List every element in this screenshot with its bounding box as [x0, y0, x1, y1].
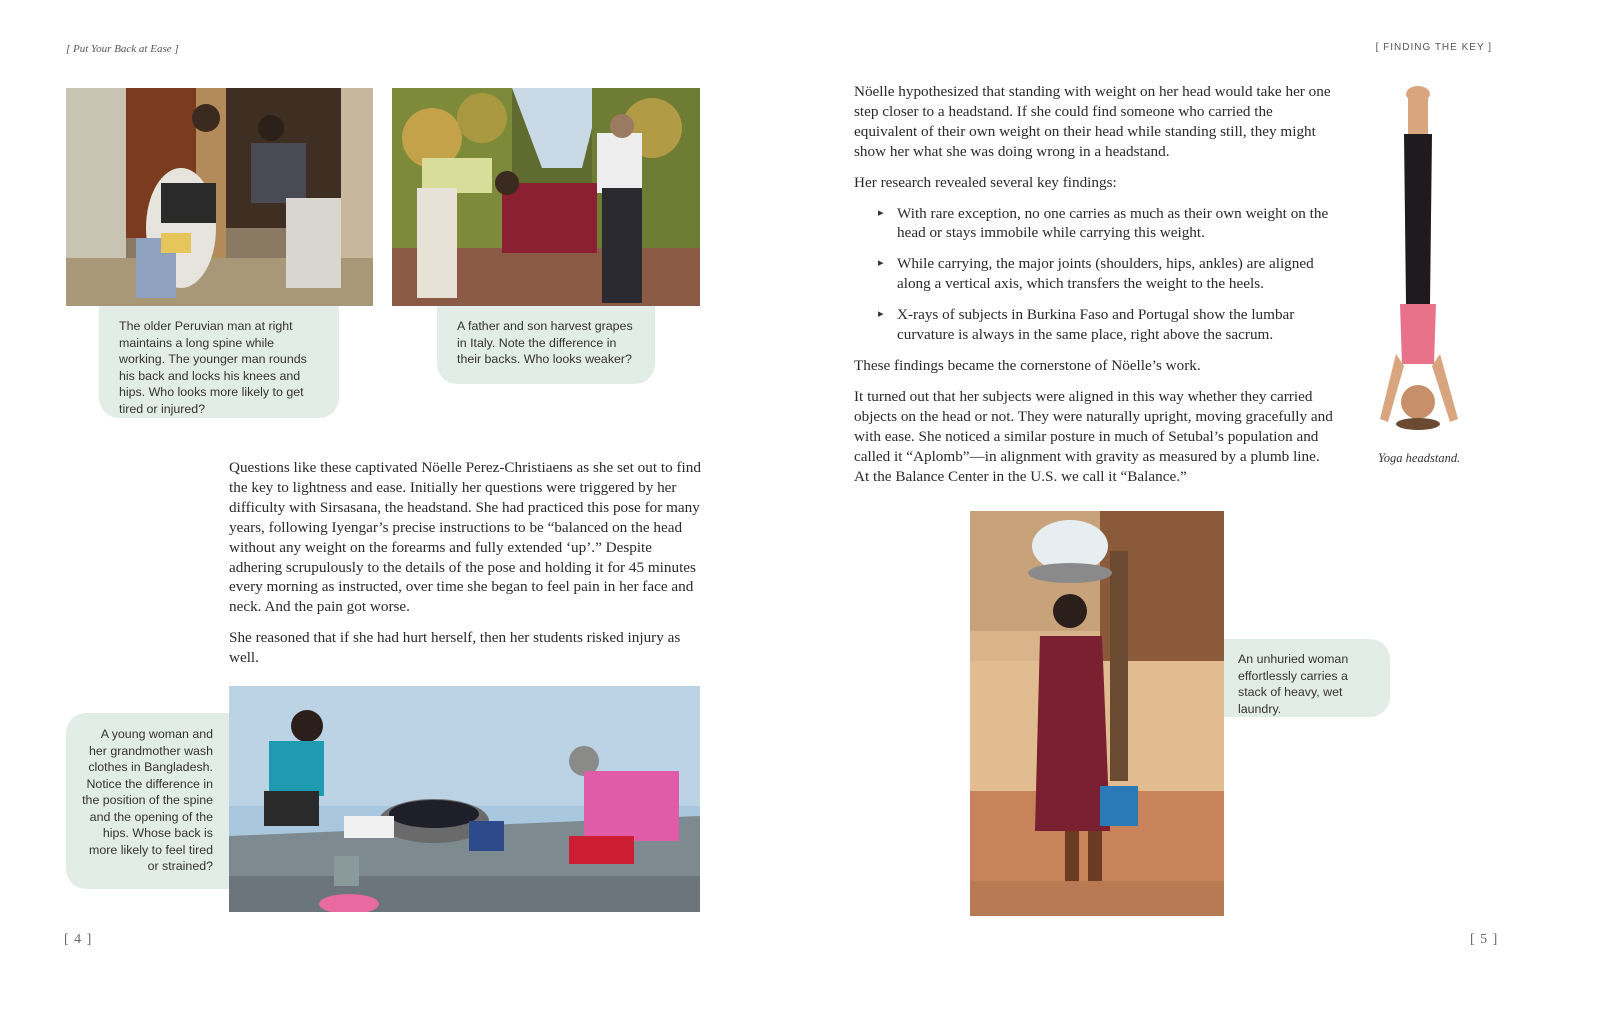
caption-grape-harvest: [437, 306, 655, 384]
left-body-text: [229, 458, 701, 679]
caption-washing-clothes: [66, 713, 229, 889]
paragraph: Her research revealed several key findings:: [854, 173, 1117, 191]
paragraph: Nöelle hypothesized that standing with weight on her head would take her one step closer to a headstand. If she could find someone who carried the equivalent of their own weight on their head while standing still, they might show her what she was doing wrong in a headstand.: [854, 83, 1331, 160]
folio-right: [ 5 ]: [1470, 932, 1499, 947]
photo-yoga-headstand: [1374, 84, 1466, 436]
caption-woman-carrying-laundry: [1224, 639, 1390, 717]
photo-washing-clothes: [229, 686, 700, 912]
running-head-left: [ Put Your Back at Ease ]: [66, 43, 179, 55]
folio-left: [ 4 ]: [64, 932, 93, 947]
caption-peruvian-workers: [99, 306, 339, 418]
right-body-text: [854, 82, 1334, 497]
photo-grape-harvest: [392, 88, 700, 306]
paragraph: It turned out that her subjects were aligned in this way whether they carried objects on the head or not. They were naturally upright, moving gracefully and with ease. She noticed a similar posture in much of Setubal’s population and called it “Aplomb”—in alignment with gravity as measured by a plumb line. At the Balance Center in the U.S. we call it “Balance.”: [854, 387, 1333, 485]
findings-list: [854, 204, 1334, 345]
caption-text: A young woman and her grandmother wash clothes in Bangladesh. Notice the difference in the position of the spine and the opening of the hips. Whose back is more likely to feel tired or strained?: [82, 727, 213, 873]
caption-text: An unhuried woman effortlessly carries a stack of heavy, wet laundry.: [1238, 652, 1349, 716]
paragraph: Questions like these captivated Nöelle Perez-Christiaens as she set out to find the key to lightness and ease. Initially her questions were triggered by her difficulty with Sirsasana, the headstand. She had practiced this pose for many years, following Iyengar’s precise instructions to be “balanced on the head without any weight on the forearms and fully extended ‘up’.” Despite adhering scrupulously to the details of the pose and holding it for 45 minutes every morning as instructed, over time she began to feel pain in her face and neck. And the pain got worse.: [229, 459, 701, 616]
yoga-headstand-caption: Yoga headstand.: [1378, 451, 1461, 465]
list-item: ▸ With rare exception, no one carries as much as their own weight on the head or stays immobile while carrying this weight.: [878, 204, 1334, 244]
list-item: ▸ X-rays of subjects in Burkina Faso and Portugal show the lumbar curvature is always in the same place, right above the sacrum.: [878, 305, 1334, 345]
paragraph: These findings became the cornerstone of Nöelle’s work.: [854, 356, 1201, 374]
caption-text: A father and son harvest grapes in Italy. Note the difference in their backs. Who looks weaker?: [457, 319, 633, 366]
paragraph: She reasoned that if she had hurt herself, then her students risked injury as well.: [229, 629, 681, 667]
photo-woman-carrying-laundry: [970, 511, 1224, 916]
running-head-right: [ FINDING THE KEY ]: [1375, 42, 1492, 53]
list-item: ▸ While carrying, the major joints (shoulders, hips, ankles) are aligned along a vertical axis, which transfers the weight to the heels.: [878, 254, 1334, 294]
caption-text: The older Peruvian man at right maintains a long spine while working. The younger man rounds his back and locks his knees and hips. Who looks more likely to get tired or injured?: [119, 319, 307, 416]
photo-peruvian-workers: [66, 88, 373, 306]
